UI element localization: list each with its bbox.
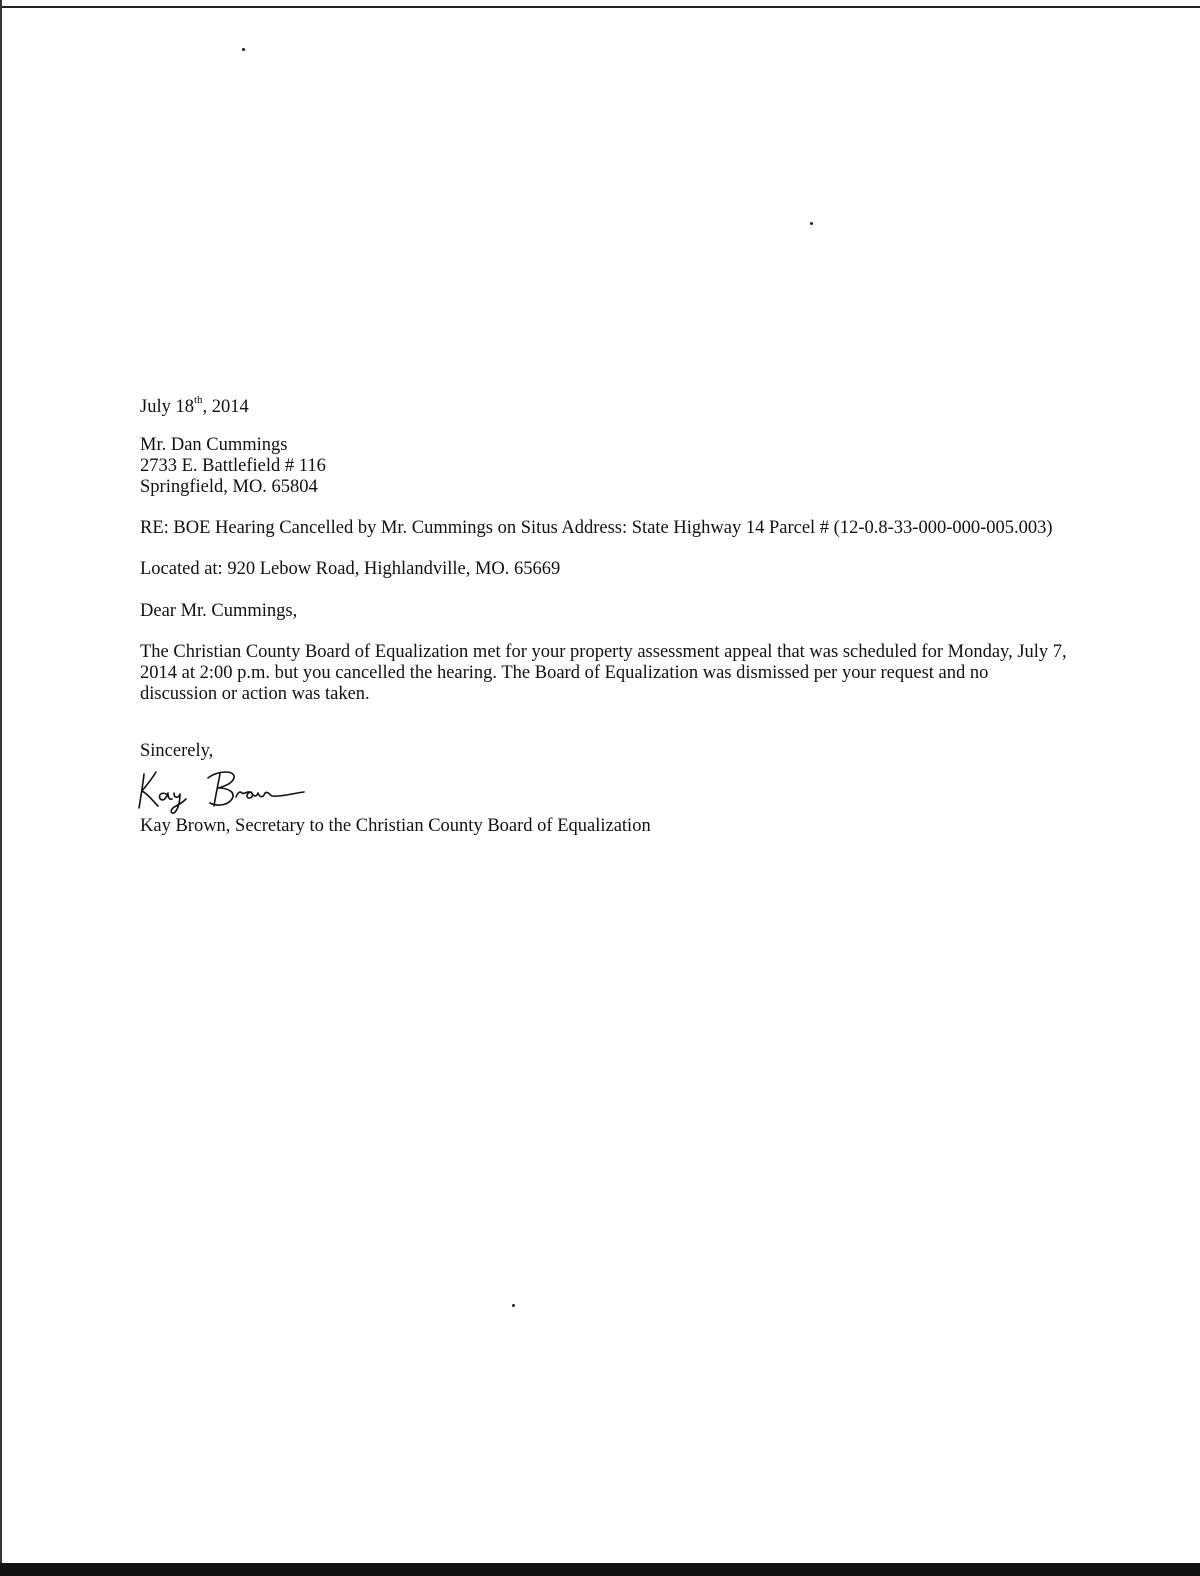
letter-date bbox=[140, 393, 1070, 418]
scan-edge-bottom bbox=[0, 1563, 1200, 1576]
scan-speck bbox=[512, 1304, 515, 1307]
date-year: , 2014 bbox=[202, 397, 249, 417]
handwritten-signature bbox=[132, 764, 312, 816]
signer-name-title: Kay Brown, Secretary to the Christian County Board of Equalization bbox=[140, 816, 651, 836]
scan-edge-top bbox=[0, 6, 1200, 8]
recipient-city-state-zip: Springfield, MO. 65804 bbox=[140, 477, 318, 497]
body-paragraph: The Christian County Board of Equalization met for your property assessment appeal that was scheduled for Monday, July 7, 2014 at 2:00 p.m. but you cancelled the hearing. The Board of Equalization was dismissed per your request and no discussion or action was taken. bbox=[140, 642, 1067, 704]
scan-edge-left bbox=[0, 0, 2, 1576]
recipient-street: 2733 E. Battlefield # 116 bbox=[140, 456, 326, 476]
letter-body bbox=[140, 393, 1070, 837]
scan-speck bbox=[810, 222, 813, 225]
recipient-address bbox=[140, 435, 1070, 498]
recipient-name: Mr. Dan Cummings bbox=[140, 435, 288, 455]
subject-line: RE: BOE Hearing Cancelled by Mr. Cummings on Situs Address: State Highway 14 Parcel # (12-0.8-33-000-000-005.003) bbox=[140, 518, 1053, 538]
scan-speck bbox=[242, 48, 245, 51]
property-location: Located at: 920 Lebow Road, Highlandville, MO. 65669 bbox=[140, 559, 561, 579]
closing: Sincerely, bbox=[140, 741, 214, 761]
date-month-day: July 18 bbox=[140, 397, 194, 417]
date-ordinal-suffix: th bbox=[193, 393, 203, 406]
salutation: Dear Mr. Cummings, bbox=[140, 601, 298, 621]
